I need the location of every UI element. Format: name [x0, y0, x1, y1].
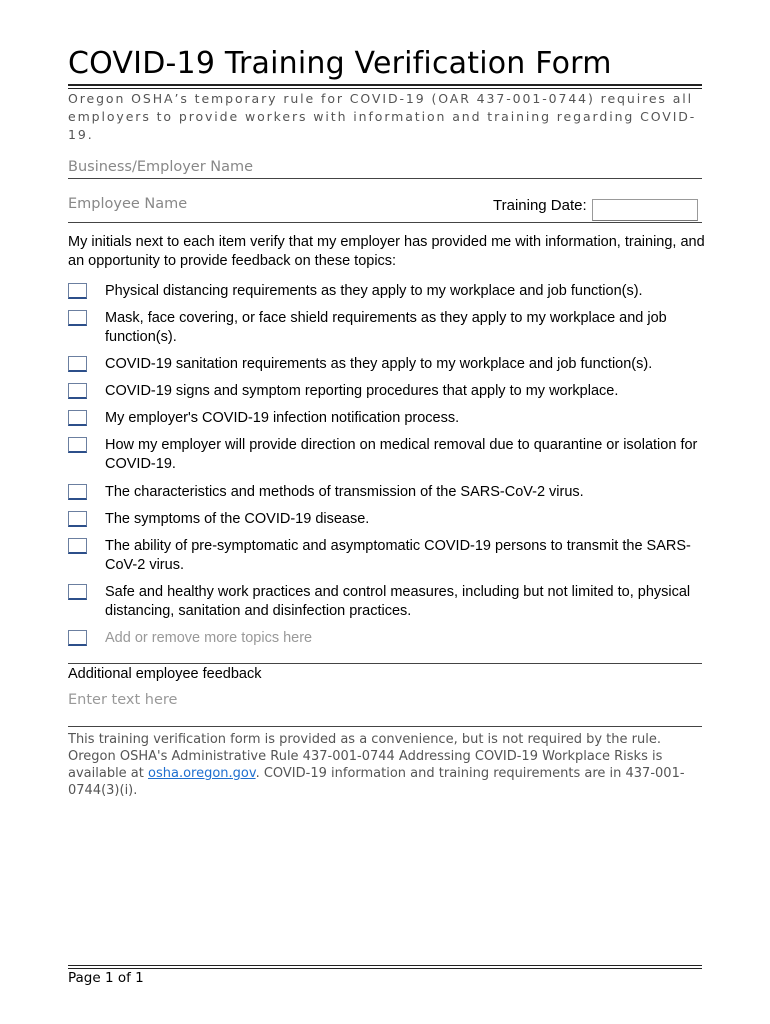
topic-text: COVID-19 sanitation requirements as they apply to my workplace and job function(s). [105, 356, 653, 372]
osha-link[interactable]: osha.oregon.gov [148, 766, 256, 781]
topic-checkbox[interactable] [68, 484, 87, 500]
instructions-text: My initials next to each item verify that my employer has provided me with information, training, and an opportunity to provide feedback on these topics: [68, 234, 705, 269]
topic-text: Physical distancing requirements as they apply to my workplace and job function(s). [105, 283, 643, 299]
topic-text: Mask, face covering, or face shield requirements as they apply to my workplace and job function(s). [105, 310, 667, 345]
topic-checkbox[interactable] [68, 410, 87, 426]
page-number: Page 1 of 1 [68, 970, 144, 986]
topic-text: My employer's COVID-19 infection notification process. [105, 410, 460, 426]
employee-name-underline [68, 222, 702, 223]
page-footer-divider-thin [68, 968, 702, 969]
topic-text: COVID-19 signs and symptom reporting procedures that apply to my workplace. [105, 383, 619, 399]
employer-name-field[interactable]: Business/Employer Name [68, 159, 254, 175]
feedback-divider [68, 663, 702, 664]
topic-checkbox[interactable] [68, 584, 87, 600]
footer-text-end: . COVID-19 information and training requirements are in 437-001-0744(3)(i). [68, 766, 685, 798]
footer-divider [68, 726, 702, 727]
topic-checkbox[interactable] [68, 437, 87, 453]
intro-text: Oregon OSHA’s temporary rule for COVID-19 (OAR 437-001-0744) requires all employers to provide workers with information and training regarding COVID-19. [68, 91, 697, 142]
page-footer-divider [68, 965, 702, 966]
topic-text: The ability of pre-symptomatic and asymptomatic COVID-19 persons to transmit the SARS-CoV-2 virus. [105, 538, 691, 573]
employer-name-underline [68, 178, 702, 179]
page-title: COVID-19 Training Verification Form [68, 46, 612, 81]
training-date-label: Training Date: [493, 197, 587, 214]
employee-name-field[interactable]: Employee Name [68, 196, 188, 212]
training-date-input[interactable] [592, 199, 698, 221]
form-page [68, 0, 705, 1024]
footer-note [68, 731, 708, 799]
topic-text: The symptoms of the COVID-19 disease. [105, 511, 370, 527]
title-divider [68, 84, 702, 86]
topic-text: The characteristics and methods of transmission of the SARS-CoV-2 virus. [105, 484, 584, 500]
topic-checkbox[interactable] [68, 283, 87, 299]
topic-checkbox[interactable] [68, 538, 87, 554]
title-divider-thin [68, 88, 702, 89]
topic-checkbox[interactable] [68, 310, 87, 326]
topic-text: Safe and healthy work practices and control measures, including but not limited to, physical distancing, sanitation and disinfection practices. [105, 584, 691, 619]
topic-checkbox[interactable] [68, 383, 87, 399]
topic-checkbox[interactable] [68, 511, 87, 527]
topic-checkbox[interactable] [68, 356, 87, 372]
topic-checkbox[interactable] [68, 630, 87, 646]
topic-text: How my employer will provide direction on medical removal due to quarantine or isolation for COVID-19. [105, 437, 698, 472]
add-topics-field[interactable]: Add or remove more topics here [105, 630, 313, 646]
feedback-label: Additional employee feedback [68, 666, 262, 682]
feedback-textarea[interactable]: Enter text here [68, 692, 178, 708]
footer-text: This training verification form is provided as a convenience, but is not required by the rule. Oregon OSHA's Administrative Rule 437-001-0744 Addressing COVID-19 Workplace Risks is available at [68, 732, 663, 781]
